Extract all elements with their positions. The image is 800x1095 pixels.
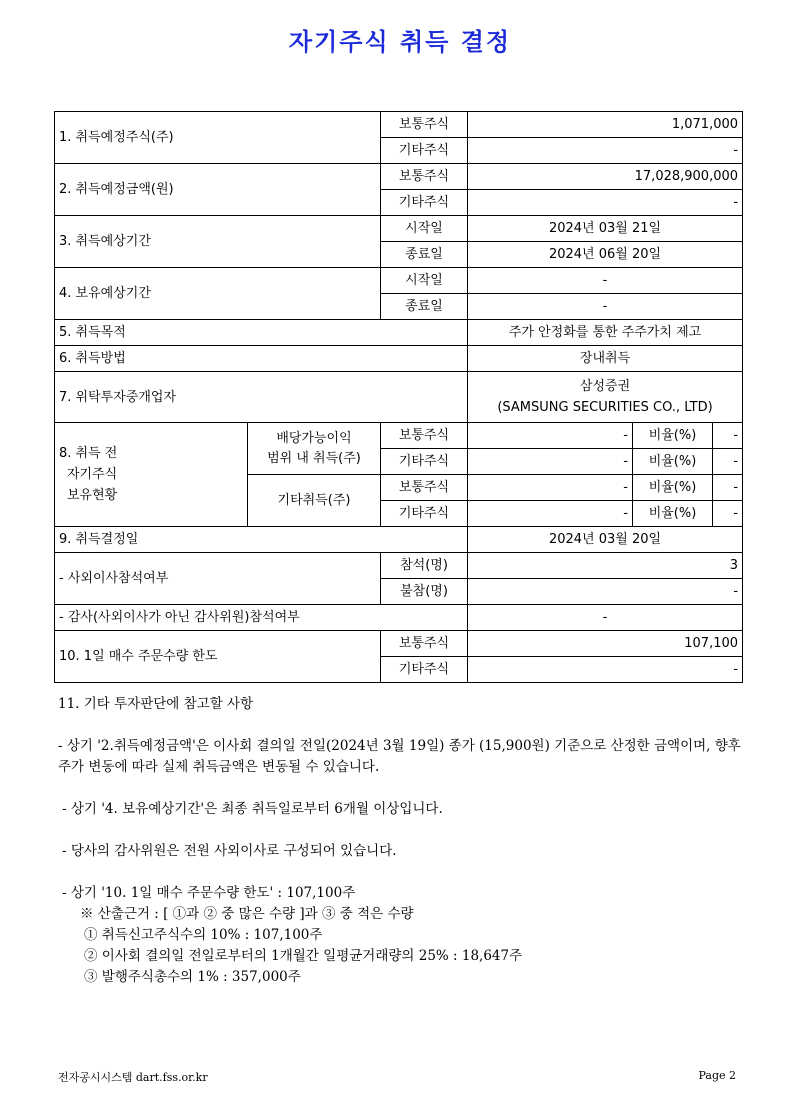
- table-row: [55, 216, 743, 242]
- label-line: 자기주식: [67, 467, 118, 482]
- ratio-label: 비율(%): [633, 423, 713, 449]
- table-row: [55, 320, 743, 346]
- note-paragraph: - 당사의 감사위원은 전원 사외이사로 구성되어 있습니다.: [62, 843, 397, 859]
- row-label: 4. 보유예상기간: [55, 268, 381, 320]
- cell-label: 보통주식: [381, 423, 468, 449]
- row-label: - 감사(사외이사가 아닌 감사위원)참석여부: [55, 605, 468, 631]
- cell-label: 보통주식: [381, 112, 468, 138]
- cell-value: -: [468, 190, 743, 216]
- note-paragraph: - 상기 '2.취득예정금액'은 이사회 결의일 전일(2024년 3월 19일) 종가 (15,900원) 기준으로 산정한 금액이며, 향후 주가 변동에 따라 실제 취득금액은 변동될 수 있습니다.: [58, 738, 741, 775]
- ratio-label: 비율(%): [633, 475, 713, 501]
- row-label: 10. 1일 매수 주문수량 한도: [55, 631, 381, 683]
- label-line: 8. 취득 전: [59, 446, 118, 461]
- group-label: [248, 423, 381, 475]
- ratio-value: -: [713, 475, 743, 501]
- cell-value: 2024년 06월 20일: [468, 242, 743, 268]
- table-row: [55, 268, 743, 294]
- table-row: [55, 346, 743, 372]
- table-row: [55, 423, 743, 449]
- note-basis: ※ 산출근거 : [ ①과 ② 중 많은 수량 ]과 ③ 중 적은 수량: [80, 906, 414, 922]
- broker-name-en: (SAMSUNG SECURITIES CO., LTD): [497, 400, 713, 415]
- cell-label: 기타주식: [381, 449, 468, 475]
- table-row: [55, 372, 743, 423]
- cell-value: -: [468, 449, 633, 475]
- cell-label: 종료일: [381, 242, 468, 268]
- cell-value: -: [468, 423, 633, 449]
- note-item: ① 취득신고주식수의 10% : 107,100주: [84, 927, 323, 943]
- cell-label: 종료일: [381, 294, 468, 320]
- cell-label: 기타주식: [381, 138, 468, 164]
- table-row: [55, 605, 743, 631]
- table-row: [55, 112, 743, 138]
- cell-value: 2024년 03월 21일: [468, 216, 743, 242]
- cell-label: 기타주식: [381, 657, 468, 683]
- ratio-value: -: [713, 423, 743, 449]
- ratio-value: -: [713, 449, 743, 475]
- cell-value: 장내취득: [468, 346, 743, 372]
- table-row: [55, 553, 743, 579]
- notes-section: [58, 694, 748, 988]
- group-label: 기타취득(주): [248, 475, 381, 527]
- cell-value: -: [468, 475, 633, 501]
- row-label: [55, 423, 248, 527]
- note-paragraph: - 상기 '4. 보유예상기간'은 최종 취득일로부터 6개월 이상입니다.: [62, 801, 443, 817]
- notes-heading: 11. 기타 투자판단에 참고할 사항: [58, 696, 254, 712]
- table-row: [55, 631, 743, 657]
- cell-label: 보통주식: [381, 631, 468, 657]
- label-line: 보유현황: [67, 488, 118, 503]
- cell-value: -: [468, 605, 743, 631]
- cell-label: 보통주식: [381, 164, 468, 190]
- cell-value: -: [468, 138, 743, 164]
- row-label: 6. 취득방법: [55, 346, 468, 372]
- footer-source: 전자공시시스템 dart.fss.or.kr: [58, 1071, 208, 1084]
- cell-value: [468, 372, 743, 423]
- cell-value: -: [468, 268, 743, 294]
- cell-value: 17,028,900,000: [468, 164, 743, 190]
- cell-label: 참석(명): [381, 553, 468, 579]
- label-line: 범위 내 취득(주): [267, 451, 361, 466]
- cell-value: 107,100: [468, 631, 743, 657]
- table-row: [55, 527, 743, 553]
- row-label: 9. 취득결정일: [55, 527, 468, 553]
- page-number: Page 2: [698, 1069, 736, 1082]
- row-label: 3. 취득예상기간: [55, 216, 381, 268]
- cell-value: 3: [468, 553, 743, 579]
- table-row: [55, 164, 743, 190]
- row-label: - 사외이사참석여부: [55, 553, 381, 605]
- cell-value: 2024년 03월 20일: [468, 527, 743, 553]
- cell-label: 시작일: [381, 216, 468, 242]
- ratio-label: 비율(%): [633, 449, 713, 475]
- label-line: 배당가능이익: [276, 431, 352, 446]
- ratio-label: 비율(%): [633, 501, 713, 527]
- cell-label: 보통주식: [381, 475, 468, 501]
- cell-value: 1,071,000: [468, 112, 743, 138]
- ratio-value: -: [713, 501, 743, 527]
- cell-label: 기타주식: [381, 190, 468, 216]
- cell-value: -: [468, 501, 633, 527]
- row-label: 7. 위탁투자중개업자: [55, 372, 468, 423]
- broker-name: 삼성증권: [579, 379, 631, 394]
- cell-value: -: [468, 657, 743, 683]
- cell-value: -: [468, 294, 743, 320]
- note-paragraph: - 상기 '10. 1일 매수 주문수량 한도' : 107,100주: [62, 885, 356, 901]
- cell-value: 주가 안정화를 통한 주주가치 제고: [468, 320, 743, 346]
- cell-value: -: [468, 579, 743, 605]
- disclosure-table: [54, 111, 743, 683]
- row-label: 1. 취득예정주식(주): [55, 112, 381, 164]
- cell-label: 기타주식: [381, 501, 468, 527]
- row-label: 5. 취득목적: [55, 320, 468, 346]
- cell-label: 시작일: [381, 268, 468, 294]
- row-label: 2. 취득예정금액(원): [55, 164, 381, 216]
- cell-label: 불참(명): [381, 579, 468, 605]
- page-title: 자기주식 취득 결정: [288, 28, 512, 56]
- note-item: ② 이사회 결의일 전일로부터의 1개월간 일평균거래량의 25% : 18,647주: [84, 948, 523, 964]
- note-item: ③ 발행주식총수의 1% : 357,000주: [84, 969, 301, 985]
